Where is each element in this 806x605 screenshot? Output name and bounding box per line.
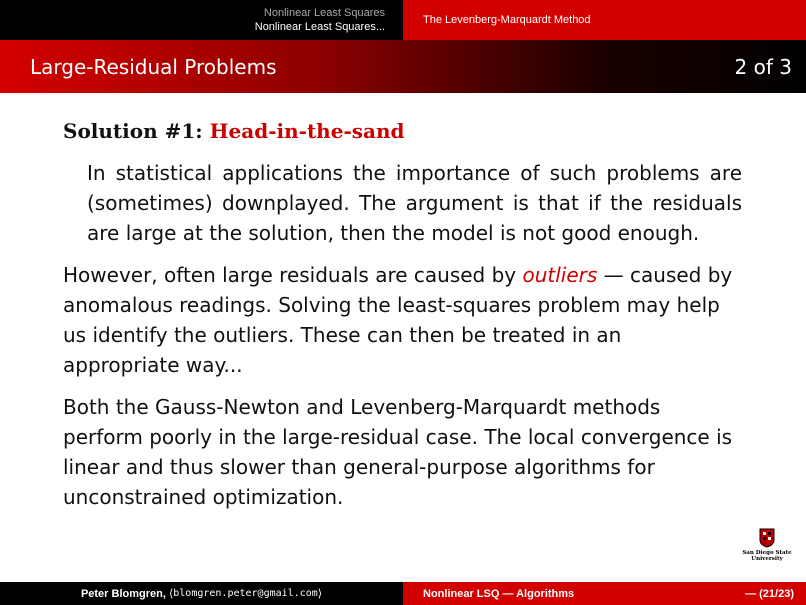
author-name: Peter Blomgren, xyxy=(80,587,166,600)
indented-paragraph: In statistical applications the importance of such problems are (sometimes) downplayed. The argument is that if the residuals are large at the solution, then the model is not good enough. xyxy=(87,161,742,245)
section-nav xyxy=(0,0,403,40)
frame-counter: 2 of 3 xyxy=(734,54,792,79)
author-email: blomgren.peter@gmail.com xyxy=(173,588,318,599)
email-close: ⟩ xyxy=(317,588,323,600)
solution-label: Solution #1: xyxy=(63,119,203,143)
university-logo xyxy=(737,528,797,568)
section-link[interactable]: Nonlinear Least Squares xyxy=(263,7,385,19)
shield-icon xyxy=(759,528,775,548)
frame-title: Large-Residual Problems xyxy=(30,54,277,79)
footer-bar xyxy=(0,582,806,605)
para2-before: However, often large residuals are caused by xyxy=(63,263,523,287)
outliers-paragraph xyxy=(63,260,743,380)
solution-name: Head-in-the-sand xyxy=(209,119,405,143)
logo-line1: San Diego State xyxy=(742,550,792,556)
right-title-link[interactable]: The Levenberg-Marquardt Method xyxy=(423,14,591,26)
footer-talk xyxy=(403,582,806,605)
logo-line2: University xyxy=(751,556,783,562)
subsection-link[interactable]: Nonlinear Least Squares... xyxy=(254,21,385,33)
outliers-highlight: outliers xyxy=(522,263,598,287)
top-navigation-bar xyxy=(0,0,806,40)
page-number: — (21/23) xyxy=(745,587,794,600)
slide-content xyxy=(63,118,753,512)
footer-author xyxy=(0,582,403,605)
solution-heading xyxy=(63,118,753,144)
para2-after: — caused by anomalous readings. Solving the least-squares problem may help us identify the outliers. These can then be treated in an appropriate way... xyxy=(63,263,733,377)
frame-title-bar xyxy=(0,40,806,93)
email-open: ⟨ xyxy=(168,588,174,600)
convergence-paragraph: Both the Gauss-Newton and Levenberg-Marquardt methods perform poorly in the large-residual case. The local convergence is linear and thus slower than general-purpose algorithms for unconstrained optimization. xyxy=(63,395,733,509)
subsection-nav xyxy=(403,0,806,40)
talk-title[interactable]: Nonlinear LSQ — Algorithms xyxy=(423,587,575,600)
logo-text xyxy=(737,550,797,562)
